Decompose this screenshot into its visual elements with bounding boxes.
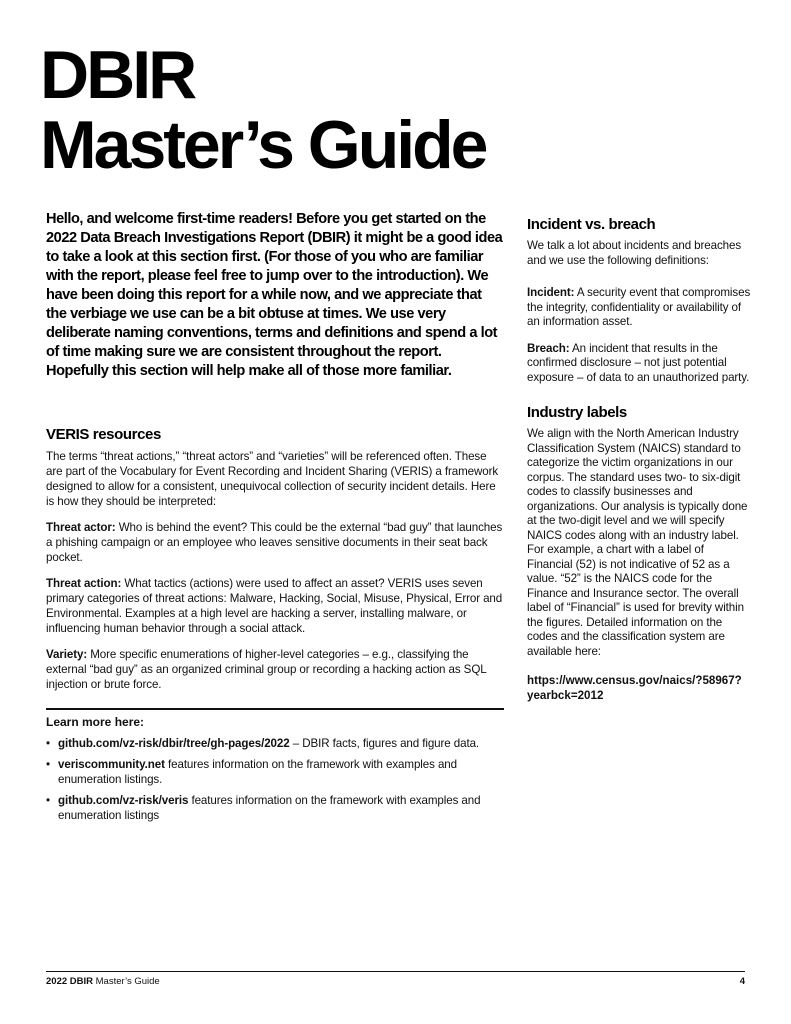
footer-title <box>46 976 160 988</box>
veriscommunity-link[interactable]: veriscommunity.net <box>58 758 165 771</box>
threat-action-term: Threat action: <box>46 577 122 590</box>
learn-more-item <box>46 757 504 787</box>
veris-resources-heading: VERIS resources <box>46 426 161 443</box>
incident-term: Incident: <box>527 286 575 299</box>
industry-paragraph: We align with the North American Industry Classification System (NAICS) standard to categorize the victim organizations in our corpus. The standard uses two- to six-digit codes to classify businesses and organizations. Our analysis is typically done at the two-digit level and we will specify NAICS codes along with an industry label. For example, a chart with a label of Financial (52) is not indicative of 52 as a value. “52” is the NAICS code for the Finance and Insurance sector. The overall label of “Financial” is used for brevity within the figures. Detailed information on the codes and the classification system are available here: <box>527 427 748 658</box>
incident-breach-intro: We talk a lot about incidents and breaches and we use the following definitions: <box>527 239 742 267</box>
breach-text: An incident that results in the confirmed disclosure – not just potential exposure – of data to an unauthorized party. <box>527 341 750 384</box>
footer-guide-name: Master’s Guide <box>93 976 160 987</box>
learn-more-item-text: – DBIR facts, figures and figure data. <box>289 737 480 750</box>
breach-definition <box>527 342 752 386</box>
dbir-github-link[interactable]: github.com/vz-risk/dbir/tree/gh-pages/2022 <box>58 737 290 750</box>
threat-actor-text: Who is behind the event? This could be the external “bad guy” that launches a phishing campaign or an employee who leaves sensitive documents in their seat back pocket. <box>46 521 503 564</box>
bullet-icon: • <box>46 737 50 750</box>
threat-actor-definition <box>46 520 504 565</box>
footer-report-name: 2022 DBIR <box>46 976 93 987</box>
incident-vs-breach-heading: Incident vs. breach <box>527 216 656 233</box>
threat-actor-term: Threat actor: <box>46 521 116 534</box>
learn-more-heading: Learn more here: <box>46 715 145 729</box>
learn-more-item-text: features information on the framework with examples and enumeration listings <box>58 794 481 822</box>
industry-labels-heading: Industry labels <box>527 404 627 421</box>
learn-more-list <box>46 736 504 823</box>
veris-paragraph: The terms “threat actions,” “threat actors” and “varieties” will be referenced often. These are part of the Vocabulary for Event Recording and Incident Sharing (VERIS) a framework designed to allow for a consistent, unequivocal collection of security incident details. Here is how they should be interpreted: <box>46 450 499 508</box>
census-naics-link[interactable]: https://www.census.gov/naics/?58967?yearbck=2012 <box>527 674 742 702</box>
intro-paragraph: Hello, and welcome first-time readers! Before you get started on the 2022 Data Breach Investigations Report (DBIR) it might be a good idea to take a look at this section first. (For those of you who are familiar with the report, please feel free to jump over to the introduction). We have been doing this report for a while now, and we appreciate that the verbiage we use can be a bit obtuse at times. We use very deliberate naming conventions, terms and definitions and spend a lot of time making sure we are consistent throughout the report. Hopefully this section will help make all of those more familiar. <box>46 211 503 379</box>
threat-action-text: What tactics (actions) were used to affect an asset? VERIS uses seven primary categories of threat actions: Malware, Hacking, Social, Misuse, Physical, Error and Environmental. Examples at a high level are hacking a server, installing malware, or influencing human behavior through a social attack. <box>46 577 503 635</box>
incident-definition <box>527 286 752 330</box>
learn-more-item-text: features information on the framework with examples and enumeration listings. <box>58 758 457 786</box>
bullet-icon: • <box>46 794 50 807</box>
threat-action-definition <box>46 576 504 636</box>
learn-more-item <box>46 793 504 823</box>
bullet-icon: • <box>46 758 50 771</box>
page-title-line-1: DBIR <box>40 37 195 113</box>
page-title <box>40 37 486 183</box>
page-number: 4 <box>739 976 745 987</box>
right-column <box>527 215 752 715</box>
page-title-line-2: Master’s Guide <box>40 107 486 183</box>
footer-divider <box>46 971 745 972</box>
incident-text: A security event that compromises the integrity, confidentiality or availability of an information asset. <box>527 286 751 328</box>
variety-definition <box>46 647 504 692</box>
left-column <box>46 210 504 829</box>
veris-github-link[interactable]: github.com/vz-risk/veris <box>58 794 189 807</box>
variety-term: Variety: <box>46 648 88 661</box>
breach-term: Breach: <box>527 341 570 355</box>
learn-more-divider <box>46 708 504 710</box>
learn-more-item <box>46 736 504 751</box>
variety-text: More specific enumerations of higher-level categories – e.g., classifying the external “bad guy” as an organized criminal group or recording a hacking action as SQL injection or brute force. <box>46 648 487 691</box>
